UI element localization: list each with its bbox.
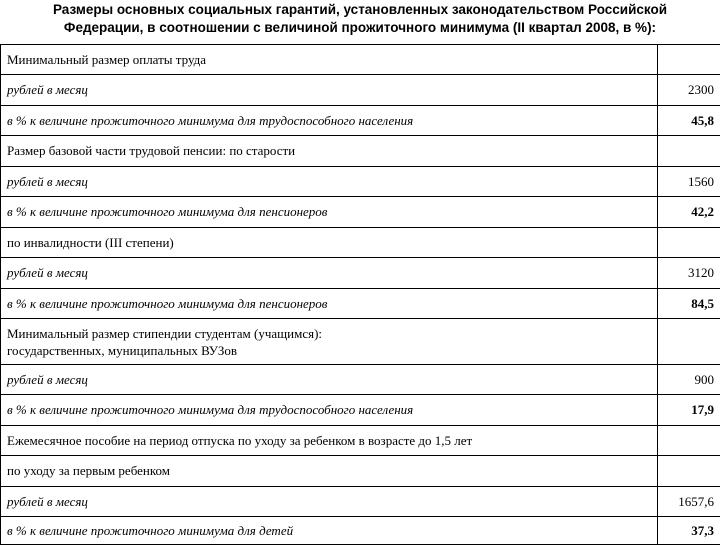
row-label: в % к величине прожиточного минимума для детей xyxy=(1,517,658,545)
row-label: Минимальный размер оплаты труда xyxy=(1,45,658,75)
row-label: рублей в месяц xyxy=(1,75,658,106)
title-line-1: Размеры основных социальных гарантий, установленных законодательством Российской xyxy=(0,1,720,19)
table-row xyxy=(1,487,720,517)
row-value: 900 xyxy=(658,365,720,395)
row-value: 42,2 xyxy=(658,197,720,228)
row-value xyxy=(658,228,720,258)
row-value: 1560 xyxy=(658,167,720,197)
table-row xyxy=(1,365,720,395)
table-row xyxy=(1,319,720,365)
row-label: в % к величине прожиточного минимума для пенсионеров xyxy=(1,289,658,319)
table-row xyxy=(1,456,720,487)
guarantees-table xyxy=(0,44,720,545)
row-value xyxy=(658,136,720,167)
table-row xyxy=(1,258,720,289)
row-value xyxy=(658,45,720,75)
table-row xyxy=(1,395,720,426)
table-row xyxy=(1,517,720,545)
page-title xyxy=(0,0,720,44)
row-label: Ежемесячное пособие на период отпуска по уходу за ребенком в возрасте до 1,5 лет xyxy=(1,426,658,456)
row-label: рублей в месяц xyxy=(1,365,658,395)
row-label: по инвалидности (III степени) xyxy=(1,228,658,258)
row-value xyxy=(658,456,720,487)
table-row xyxy=(1,426,720,456)
table-row xyxy=(1,289,720,319)
title-line-2: Федерации, в соотношении с величиной прожиточного минимума (II квартал 2008, в %): xyxy=(0,19,720,37)
row-label: рублей в месяц xyxy=(1,487,658,517)
table-row xyxy=(1,106,720,136)
row-value: 84,5 xyxy=(658,289,720,319)
table-row xyxy=(1,136,720,167)
table-row xyxy=(1,197,720,228)
row-value: 37,3 xyxy=(658,517,720,545)
row-label: в % к величине прожиточного минимума для пенсионеров xyxy=(1,197,658,228)
row-value: 1657,6 xyxy=(658,487,720,517)
row-value: 45,8 xyxy=(658,106,720,136)
row-label: Размер базовой части трудовой пенсии: по старости xyxy=(1,136,658,167)
table-row xyxy=(1,167,720,197)
row-label: в % к величине прожиточного минимума для трудоспособного населения xyxy=(1,395,658,426)
row-label: рублей в месяц xyxy=(1,258,658,289)
row-value xyxy=(658,319,720,365)
row-value: 17,9 xyxy=(658,395,720,426)
row-value: 2300 xyxy=(658,75,720,106)
row-label xyxy=(1,319,658,365)
row-label-line-1: Минимальный размер стипендии студентам (учащимся): xyxy=(7,325,651,342)
row-label: в % к величине прожиточного минимума для трудоспособного населения xyxy=(1,106,658,136)
row-value xyxy=(658,426,720,456)
table-row xyxy=(1,228,720,258)
row-value: 3120 xyxy=(658,258,720,289)
table-row xyxy=(1,45,720,75)
table-row xyxy=(1,75,720,106)
row-label-line-2: государственных, муниципальных ВУЗов xyxy=(7,342,651,359)
row-label: по уходу за первым ребенком xyxy=(1,456,658,487)
row-label: рублей в месяц xyxy=(1,167,658,197)
